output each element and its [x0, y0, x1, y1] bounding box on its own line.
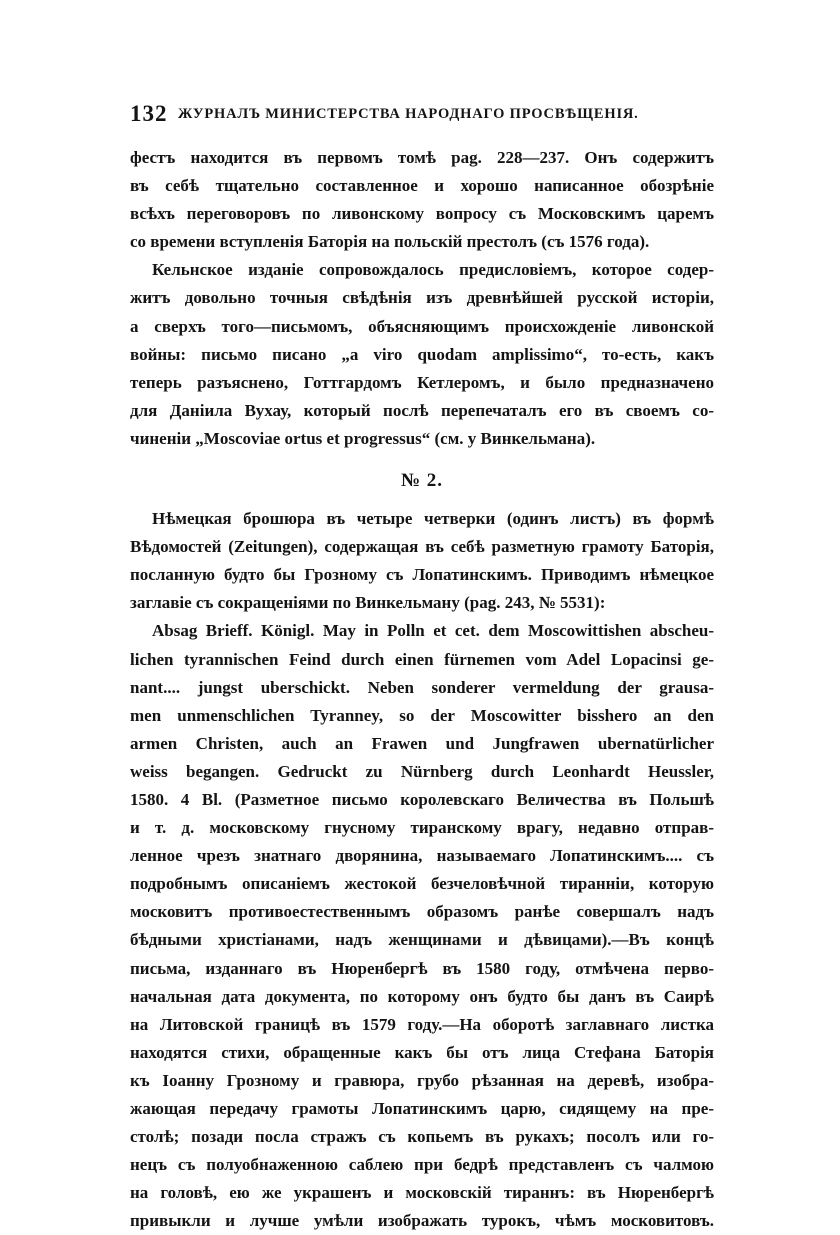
text-line: войны: письмо писано „a viro quodam amplissimo“, то-есть, какъ [130, 344, 714, 364]
text-line: со времени вступленія Баторія на польскій престолъ (съ 1576 года). [130, 232, 650, 252]
text-line: чиненіи „Moscoviae ortus et progressus“ (см. у Винкельмана). [130, 428, 596, 448]
text-line: nant.... jungst uberschickt. Neben sonderer vermeldung der grausa- [130, 677, 714, 697]
text-line: привыкли и лучше умѣли изображать турокъ, чѣмъ московитовъ. [130, 1211, 714, 1231]
text-line: men unmenschlichen Tyranney, so der Moscowitter bisshero an den [130, 705, 714, 725]
page-number: 132 [130, 101, 168, 126]
text-line: жающая передачу грамоты Лопатинскимъ царю, сидящему на пре- [130, 1099, 714, 1118]
paragraph-4 [130, 617, 714, 1235]
text-line: ленное чрезъ знатнаго дворянина, называемаго Лопатинскимъ.... съ [130, 846, 714, 866]
text-line: на головѣ, ею же украшенъ и московскій тираннъ: въ Нюренбергѣ [130, 1183, 714, 1203]
text-line: посланную будто бы Грозному съ Лопатинскимъ. Приводимъ нѣмецкое [130, 565, 714, 585]
text-line: Вѣдомостей (Zeitungen), содержащая въ себѣ разметную грамоту Баторія, [130, 537, 714, 557]
text-line: 1580. 4 Bl. (Разметное письмо королевскаго Величества въ Польшѣ [130, 789, 714, 809]
text-line: weiss begangen. Gedruckt zu Nürnberg durch Leonhardt Heussler, [130, 761, 714, 781]
text-line: Absag Brieff. Königl. May in Polln et cet. dem Moscowittishen abscheu- [152, 621, 714, 641]
text-line: въ себѣ тщательно составленное и хорошо написанное обозрѣніе [130, 176, 714, 196]
body-text [130, 144, 714, 1235]
text-line: на Литовской границѣ въ 1579 году.—На оборотѣ заглавнаго листка [130, 1014, 714, 1034]
text-line: столѣ; позади посла стражъ съ копьемъ въ рукахъ; посолъ или го- [130, 1127, 714, 1147]
text-line: всѣхъ переговоровъ по ливонскому вопросу съ Московскимъ царемъ [130, 204, 714, 224]
text-line: бѣдными христіанами, надъ женщинами и дѣвицами).—Въ концѣ [130, 930, 714, 950]
text-line: для Даніила Вухау, который послѣ перепечаталъ его въ своемъ со- [130, 400, 714, 420]
text-line: заглавіе съ сокращеніями по Винкельману (pag. 243, № 5531): [130, 593, 606, 613]
text-line: нецъ съ полуобнаженною саблею при бедрѣ представленъ съ чалмою [130, 1155, 714, 1175]
text-line: armen Christen, auch an Frawen und Jungfrawen ubernatürlicher [130, 733, 714, 753]
paragraph-3 [130, 505, 714, 617]
page-header [130, 101, 714, 131]
text-line: житъ довольно точныя свѣдѣнія изъ древнѣйшей русской исторіи, [130, 288, 714, 308]
text-line: московитъ противоестественнымъ образомъ ранѣе совершалъ надъ [130, 902, 714, 922]
text-line: подробнымъ описаніемъ жестокой безчеловѣчной тиранніи, которую [130, 874, 714, 894]
section-heading: № 2. [400, 470, 444, 492]
text-line: и т. д. московскому гнусному тиранскому врагу, недавно отправ- [130, 818, 714, 838]
running-title: ЖУРНАЛЪ МИНИСТЕРСТВА НАРОДНАГО ПРОСВѢЩЕНІЯ. [178, 106, 639, 122]
text-line: фестъ находится въ первомъ томѣ pag. 228—237. Онъ содержитъ [130, 148, 714, 167]
text-line: находятся стихи, обращенные какъ бы отъ лица Стефана Баторія [130, 1042, 714, 1062]
text-line: начальная дата документа, по которому онъ будто бы данъ въ Саирѣ [130, 986, 714, 1006]
text-line: теперь разъяснено, Готтгардомъ Кетлеромъ, и было предназначено [130, 372, 714, 392]
text-line: Нѣмецкая брошюра въ четыре четверки (одинъ листъ) въ формѣ [152, 509, 714, 529]
text-line: письма, изданнаго въ Нюренбергѣ въ 1580 году, отмѣчена перво- [130, 958, 714, 978]
text-line: lichen tyrannischen Feind durch einen fürnemen vom Adel Lopacinsi ge- [130, 649, 714, 669]
text-line: къ Іоанну Грозному и гравюра, грубо рѣзанная на деревѣ, изобра- [130, 1070, 714, 1090]
text-line: Кельнское изданіе сопровождалось предисловіемъ, которое содер- [152, 260, 714, 280]
text-line: а сверхъ того—письмомъ, объясняющимъ происхожденіе ливонской [130, 316, 714, 336]
paragraph-1 [130, 144, 714, 256]
paragraph-2 [130, 256, 714, 453]
